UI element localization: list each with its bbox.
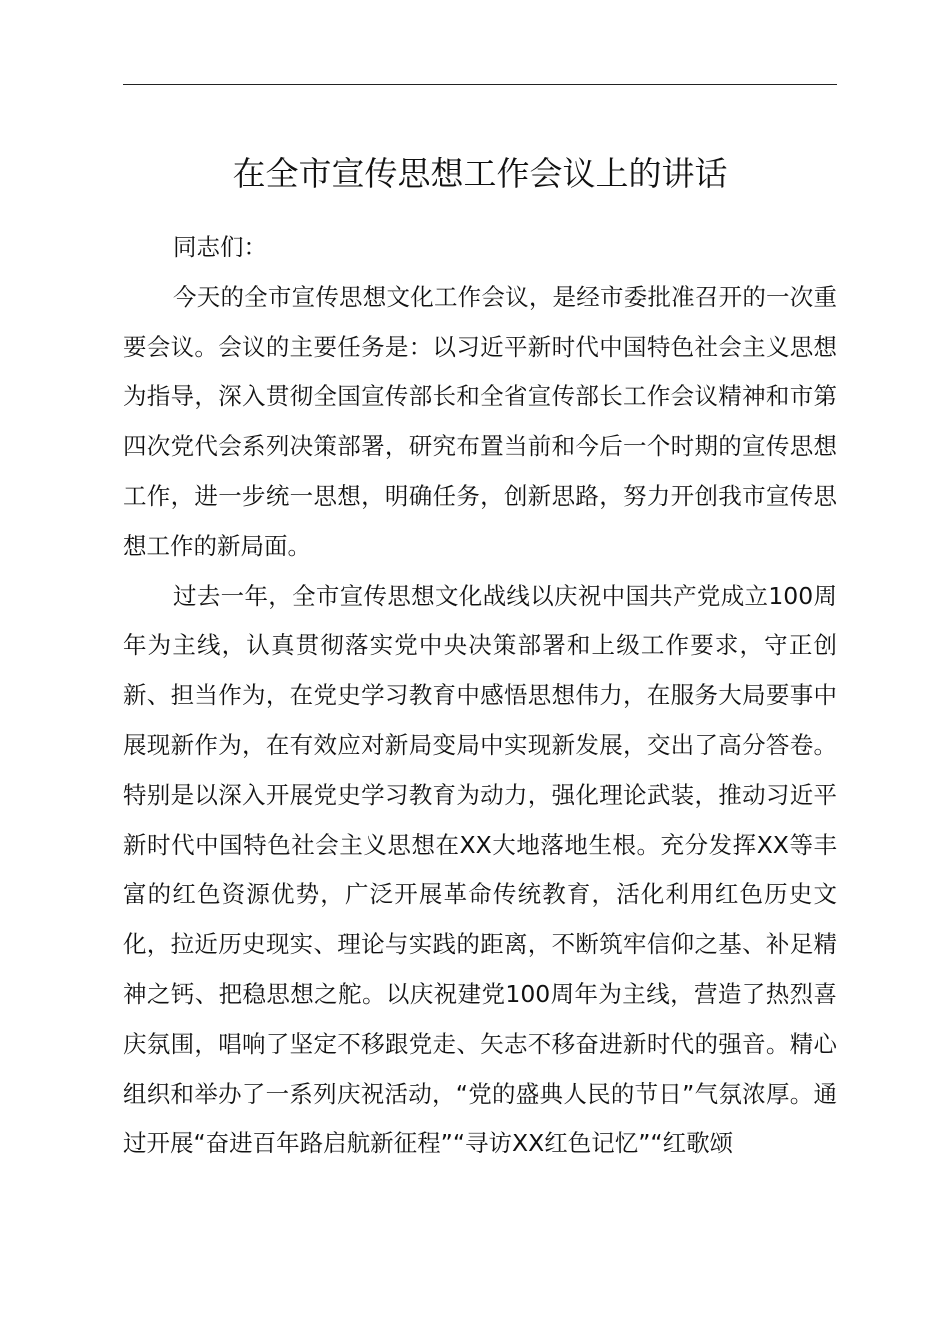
document-body	[123, 223, 837, 1169]
paragraph-meeting-purpose: 今天的全市宣传思想文化工作会议，是经市委批准召开的一次重要会议。会议的主要任务是：以习近平新时代中国特色社会主义思想为指导，深入贯彻全国宣传部长和全省宣传部长工作会议精神和市第四次党代会系列决策部署，研究布置当前和今后一个时期的宣传思想工作，进一步统一思想，明确任务，创新思路，努力开创我市宣传思想工作的新局面。	[123, 282, 837, 560]
salutation: 同志们：	[173, 233, 267, 261]
paragraph-past-year-review: 过去一年，全市宣传思想文化战线以庆祝中国共产党成立100周年为主线，认真贯彻落实党中央决策部署和上级工作要求，守正创新、担当作为，在党史学习教育中感悟思想伟力，在服务大局要事中展现新作为，在有效应对新局变局中实现新发展，交出了高分答卷。特别是以深入开展党史学习教育为动力，强化理论武装，推动习近平新时代中国特色社会主义思想在XX大地落地生根。充分发挥XX等丰富的红色资源优势，广泛开展革命传统教育，活化利用红色历史文化，拉近历史现实、理论与实践的距离，不断筑牢信仰之基、补足精神之钙、把稳思想之舵。以庆祝建党100周年为主线，营造了热烈喜庆氛围，唱响了坚定不移跟党走、矢志不移奋进新时代的强音。精心组织和举办了一系列庆祝活动，“党的盛典人民的节日”气氛浓厚。通过开展“奋进百年路启航新征程”“寻访XX红色记忆”“红歌颂	[123, 581, 837, 1158]
header-rule	[123, 84, 837, 85]
document-title: 在全市宣传思想工作会议上的讲话	[232, 154, 728, 193]
